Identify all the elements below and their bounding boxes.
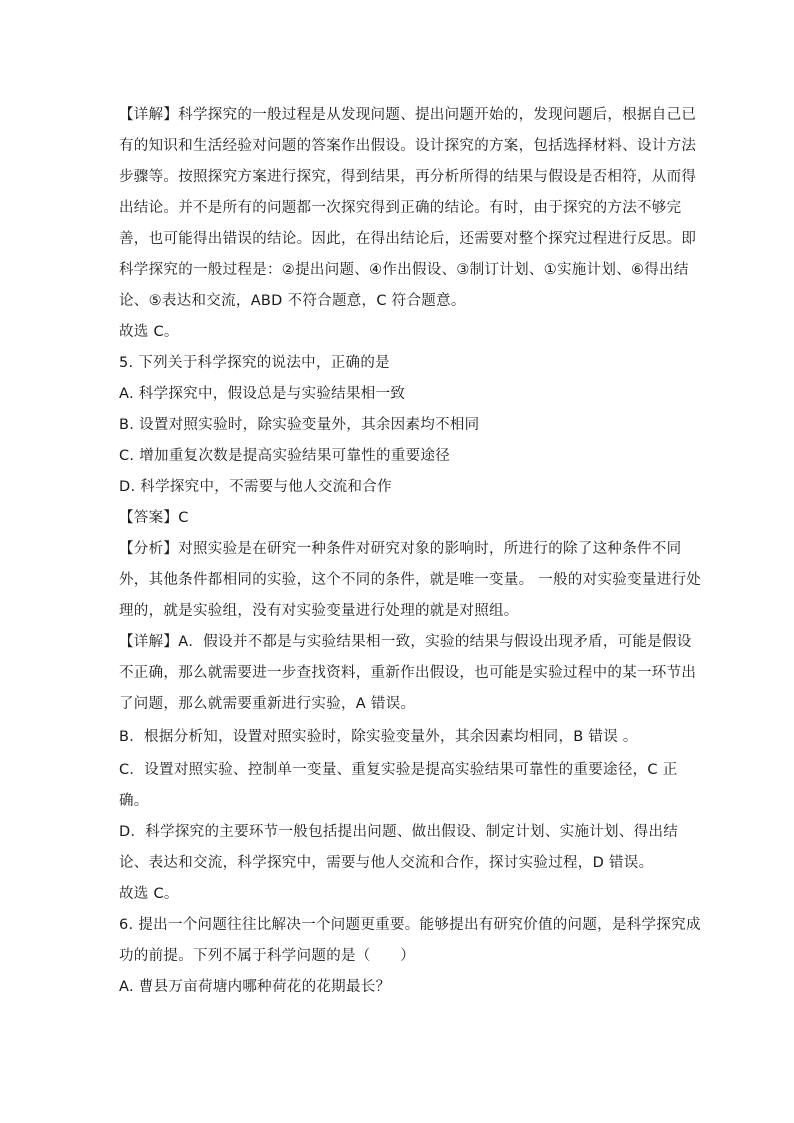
answer-line: 【答案】C [119, 510, 189, 526]
detail-line: 了问题，那么就需要重新进行实验，A 错误。 [119, 696, 416, 712]
option-b: B. 设置对照实验时，除实验变量外，其余因素均不相同 [119, 417, 480, 433]
detail-line: 【详解】A．假设并不都是与实验结果相一致，实验的结果与假设出现矛盾，可能是假设 [119, 634, 692, 650]
analysis-line: 理的，就是实验组，没有对实验变量进行处理的就是对照组。 [119, 603, 519, 619]
text-line: 步骤等。按照探究方案进行探究，得到结果，再分析所得的结果与假设是否相符，从而得 [119, 169, 697, 185]
question-6-stem: 功的前提。下列不属于科学问题的是（ ） [119, 948, 415, 964]
option-d: D. 科学探究中，不需要与他人交流和合作 [119, 479, 392, 495]
conclusion-line: 故选 C。 [119, 324, 179, 340]
detail-line: 确。 [119, 793, 149, 809]
text-line: 出结论。并不是所有的问题都一次探究得到正确的结论。有时，由于探究的方法不够完 [119, 200, 682, 216]
question-5-stem: 5. 下列关于科学探究的说法中，正确的是 [119, 355, 390, 371]
detail-line: 不正确，那么就需要进一步查找资料，重新作出假设，也可能是实验过程中的某一环节出 [119, 665, 697, 681]
option-a: A. 科学探究中，假设总是与实验结果相一致 [119, 386, 406, 402]
detail-line: 论、表达和交流，科学探究中，需要与他人交流和合作，探讨实验过程，D 错误。 [119, 855, 654, 871]
text-line: 【详解】科学探究的一般过程是从发现问题、提出问题开始的，发现问题后，根据自己已 [119, 107, 697, 123]
detail-line: D．科学探究的主要环节一般包括提出问题、做出假设、制定计划、实施计划、得出结 [119, 824, 679, 840]
detail-line: C．设置对照实验、控制单一变量、重复实验是提高实验结果可靠性的重要途径，C 正 [119, 762, 678, 778]
text-line: 善，也可能得出错误的结论。因此，在得出结论后，还需要对整个探究过程进行反思。即 [119, 231, 697, 247]
text-line: 有的知识和生活经验对问题的答案作出假设。设计探究的方案，包括选择材料、设计方法 [119, 138, 697, 154]
conclusion-line: 故选 C。 [119, 886, 179, 902]
option-a: A. 曹县万亩荷塘内哪种荷花的花期最长？ [119, 979, 391, 995]
question-6-stem: 6. 提出一个问题往往比解决一个问题更重要。能够提出有研究价值的问题，是科学探究成 [119, 917, 701, 933]
analysis-line: 【分析】对照实验是在研究一种条件对研究对象的影响时，所进行的除了这种条件不同 [119, 541, 682, 557]
analysis-line: 外，其他条件都相同的实验，这个不同的条件，就是唯一变量。 一般的对实验变量进行处 [119, 572, 702, 588]
document-page [119, 100, 702, 1003]
text-line: 论、⑤表达和交流，ABD 不符合题意，C 符合题意。 [119, 293, 466, 309]
option-c: C. 增加重复次数是提高实验结果可靠性的重要途径 [119, 448, 451, 464]
detail-line: B．根据分析知，设置对照实验时，除实验变量外，其余因素均相同，B 错误 。 [119, 729, 638, 745]
text-line: 科学探究的一般过程是：②提出问题、④作出假设、③制订计划、①实施计划、⑥得出结 [119, 262, 689, 278]
